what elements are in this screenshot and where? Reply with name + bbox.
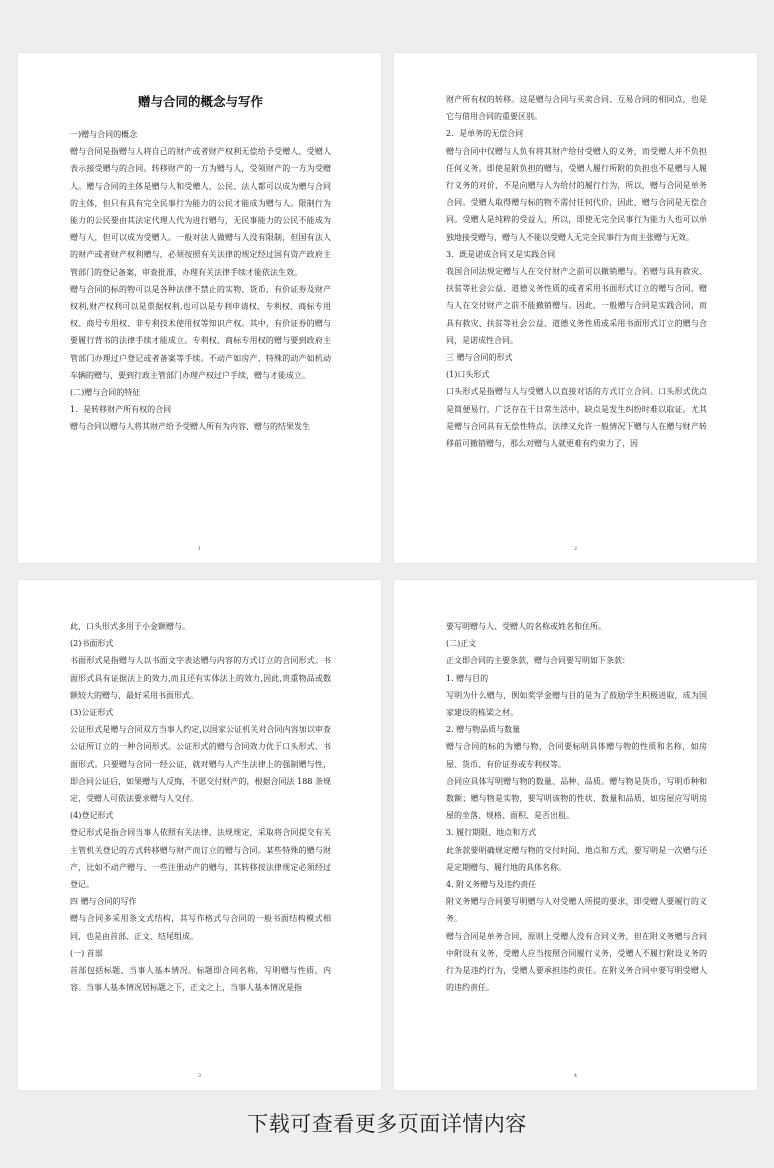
paragraph: 公证形式是赠与合同双方当事人约定,以国家公证机关对合同内容加以审查公证所订立的一种合同形式。公证形式的赠与合同效力优于口头形式、书面形式。只要赠与合同一经公证，就对赠与人产生法律上的强制赠与性，即合同公证后，如果赠与人反悔，不愿交付财产的，根据合同法 188 条规定，受赠人可依法要求赠与人交付。 (70, 725, 331, 804)
paragraph: 4. 附义务赠与及违约责任 (446, 880, 537, 890)
paragraph: 一)赠与合同的概念 (70, 130, 138, 139)
paragraph: 2. 赠与物品质与数量 (446, 725, 521, 735)
paragraph: 赠与合同中仅赠与人负有将其财产给付受赠人的义务，而受赠人并不负担任何义务。即使是附负担的赠与，受赠人履行所附的负担也不是赠与人履行义务的对价，不是向赠与人为给付的履行行为，所以，赠与合同是单务合同。受赠人取得赠与标的物不需付任何代价，因此，赠与合同是无偿合同。受赠人是纯粹的受益人，所以，即使无完全民事行为能力人也可以单独地接受赠与，赠与人不能以受赠人无完全民事行为而主张赠与无效。 (446, 146, 707, 242)
paragraph: (4)登记形式 (70, 811, 114, 821)
page-number: 1 (197, 546, 202, 552)
paragraph: 登记形式是指合同当事人依照有关法律、法规规定，采取将合同提交有关主管机关登记的方式转移赠与财产而订立的赠与合同。某些特殊的赠与财产，比如不动产赠与、一些注册动产的赠与，其转移按法律规定必须经过登记。 (70, 828, 331, 890)
paragraph: (二)正文 (446, 639, 477, 649)
paragraph: 赠与合同以赠与人将其财产给予受赠人所有为内容，赠与的结果发生 (70, 422, 310, 432)
paragraph: 财产所有权的转移。这是赠与合同与买卖合同、互易合同的相同点，也是它与借用合同的重要区别。 (446, 95, 707, 122)
paragraph: 我国合同法规定赠与人在交付财产之前可以撤销赠与。若赠与具有救灾、扶贫等社会公益、道德义务性质的或者采用书面形式订立的赠与合同，赠与人在交付财产之前不能撤销赠与。因此，一般赠与合同是实践合同，而具有救灾、扶贫等社会公益、道德义务性质或采用书面形式订立的赠与合同，是诺成性合同。 (446, 267, 707, 345)
paragraph: 赠与合同是指赠与人将自己的财产或者财产权利无偿给予受赠人，受赠人表示接受赠与的合同。转移财产的一方为赠与人，受领财产的一方为受赠人。赠与合同的主体是赠与人和受赠人，公民、法人都可以成为赠与合同的主体，但只有具有完全民事行为能力的公民才能成为赠与人。限制行为能力的公民要由其法定代理人代为进行赠与，无民事能力的公民不能成为赠与人，但可以成为受赠人。一般对法人做赠与人没有限制，但国有法人的财产或者财产权利赠与，必须按照有关法律的规定经过国有资产政府主管部门的登记备案，审查批准，办理有关法律手续才能依法生效。 (70, 147, 331, 277)
paragraph: 1. 赠与目的 (446, 673, 489, 683)
paragraph: 赠与合同多采用条文式结构，其写作格式与合同的一般书面结构模式相同，也是由首部、正文、结尾组成。 (70, 914, 331, 941)
paragraph: (3)公证形式 (70, 708, 114, 718)
paragraph: 首部包括标题、当事人基本情况。标题即合同名称，写明赠与性质、内容。当事人基本情况居标题之下，正文之上，当事人基本情况是指 (70, 966, 331, 993)
paragraph: (1)口头形式 (446, 370, 490, 380)
paragraph: 合同应具体写明赠与物的数量、品种、品质。赠与物是货币，写明币种和数额；赠与物是实物，要写明该物的性状、数量和品质，如房屋应写明房屋的坐落、规格、面积、是否出租。 (446, 776, 707, 821)
paragraph: 写明为什么赠与，例如奖学金赠与目的是为了鼓励学生积极进取，成为国家建设的栋梁之材。 (446, 690, 707, 718)
document-page-1 (18, 53, 381, 563)
paragraph: (2)书面形式 (70, 639, 114, 649)
paragraph: 3．既是诺成合同又是实践合同 (446, 249, 556, 259)
page-number: 4 (573, 1073, 578, 1079)
paragraph: 赠与合同是单务合同，原则上受赠人没有合同义务，但在附义务赠与合同中附设有义务，受赠人应当按照合同履行义务，受赠人不履行附设义务的行为是违约行为，受赠人要承担违约责任。在附义务合同中要写明受赠人的违约责任。 (446, 931, 707, 993)
paragraph: 书面形式是指赠与人以书面文字表达赠与内容的方式订立的合同形式。书面形式具有证据法上的效力,而且还有实体法上的效力,因此,贵重物品或数额较大的赠与，最好采用书面形式。 (70, 656, 331, 700)
paragraph: 此，口头形式多用于小金额赠与。 (70, 622, 190, 631)
page-number: 3 (197, 1073, 202, 1079)
paragraph: 赠与合同的标的为赠与物，合同要标明具体赠与物的性质和名称，如房屋、货币、有价证券或专利权等。 (446, 742, 707, 769)
paragraph: 赠与合同的标的物可以是各种法律不禁止的实物、货币、有价证券及财产权利,财产权利可以是票据权利,也可以是专利申请权、专利权、商标专用权、商号专用权、非专利技术使用权等知识产权。其中，有价证券的赠与要履行背书的法律手续才能成立。专利权、商标专用权的赠与要到政府主管部门办理过户登记或者备案等手续。不动产如房产、特殊的动产如机动车辆的赠与，要到行政主管部门办理产权过户手续，赠与才能成立。 (70, 284, 331, 380)
paragraph: 正文即合同的主要条款，赠与合同要写明如下条款： (446, 656, 630, 666)
paragraph: 三 赠与合同的形式 (446, 353, 513, 363)
page-number: 2 (573, 546, 578, 552)
document-title: 赠与合同的概念与写作 (137, 94, 263, 109)
paragraph: 2．是单务的无偿合同 (446, 129, 524, 139)
document-page-2 (394, 53, 757, 563)
paragraph: 口头形式是指赠与人与受赠人以直接对话的方式订立合同。口头形式优点是简便易行，广泛存在于日常生活中，缺点是发生纠纷时难以取证。尤其是赠与合同具有无偿性特点，法律又允许一般情况下赠与人在赠与财产转移前可撤销赠与，那么对赠与人就更难有约束力了，因 (446, 387, 707, 449)
document-page-4 (394, 580, 757, 1090)
paragraph: 附义务赠与合同要写明赠与人对受赠人所提的要求，即受赠人要履行的义务。 (446, 897, 707, 924)
paragraph: 四 赠与合同的写作 (70, 897, 137, 907)
document-page-3 (18, 580, 381, 1090)
paragraph: (二)赠与合同的特征 (70, 388, 141, 398)
paragraph: 此条款要明确规定赠与物的交付时间、地点和方式，要写明是一次赠与还是定期赠与、履行地的具体名称。 (446, 845, 707, 872)
paragraph: 3. 履行期限、地点和方式 (446, 828, 537, 838)
paragraph: 1．是转移财产所有权的合同 (70, 405, 172, 415)
paragraph: 要写明赠与人、受赠人的名称或姓名和住所。 (446, 622, 606, 631)
download-more-caption[interactable]: 下载可查看更多页面详情内容 (247, 1112, 527, 1136)
paragraph: (一) 首部 (70, 948, 103, 958)
